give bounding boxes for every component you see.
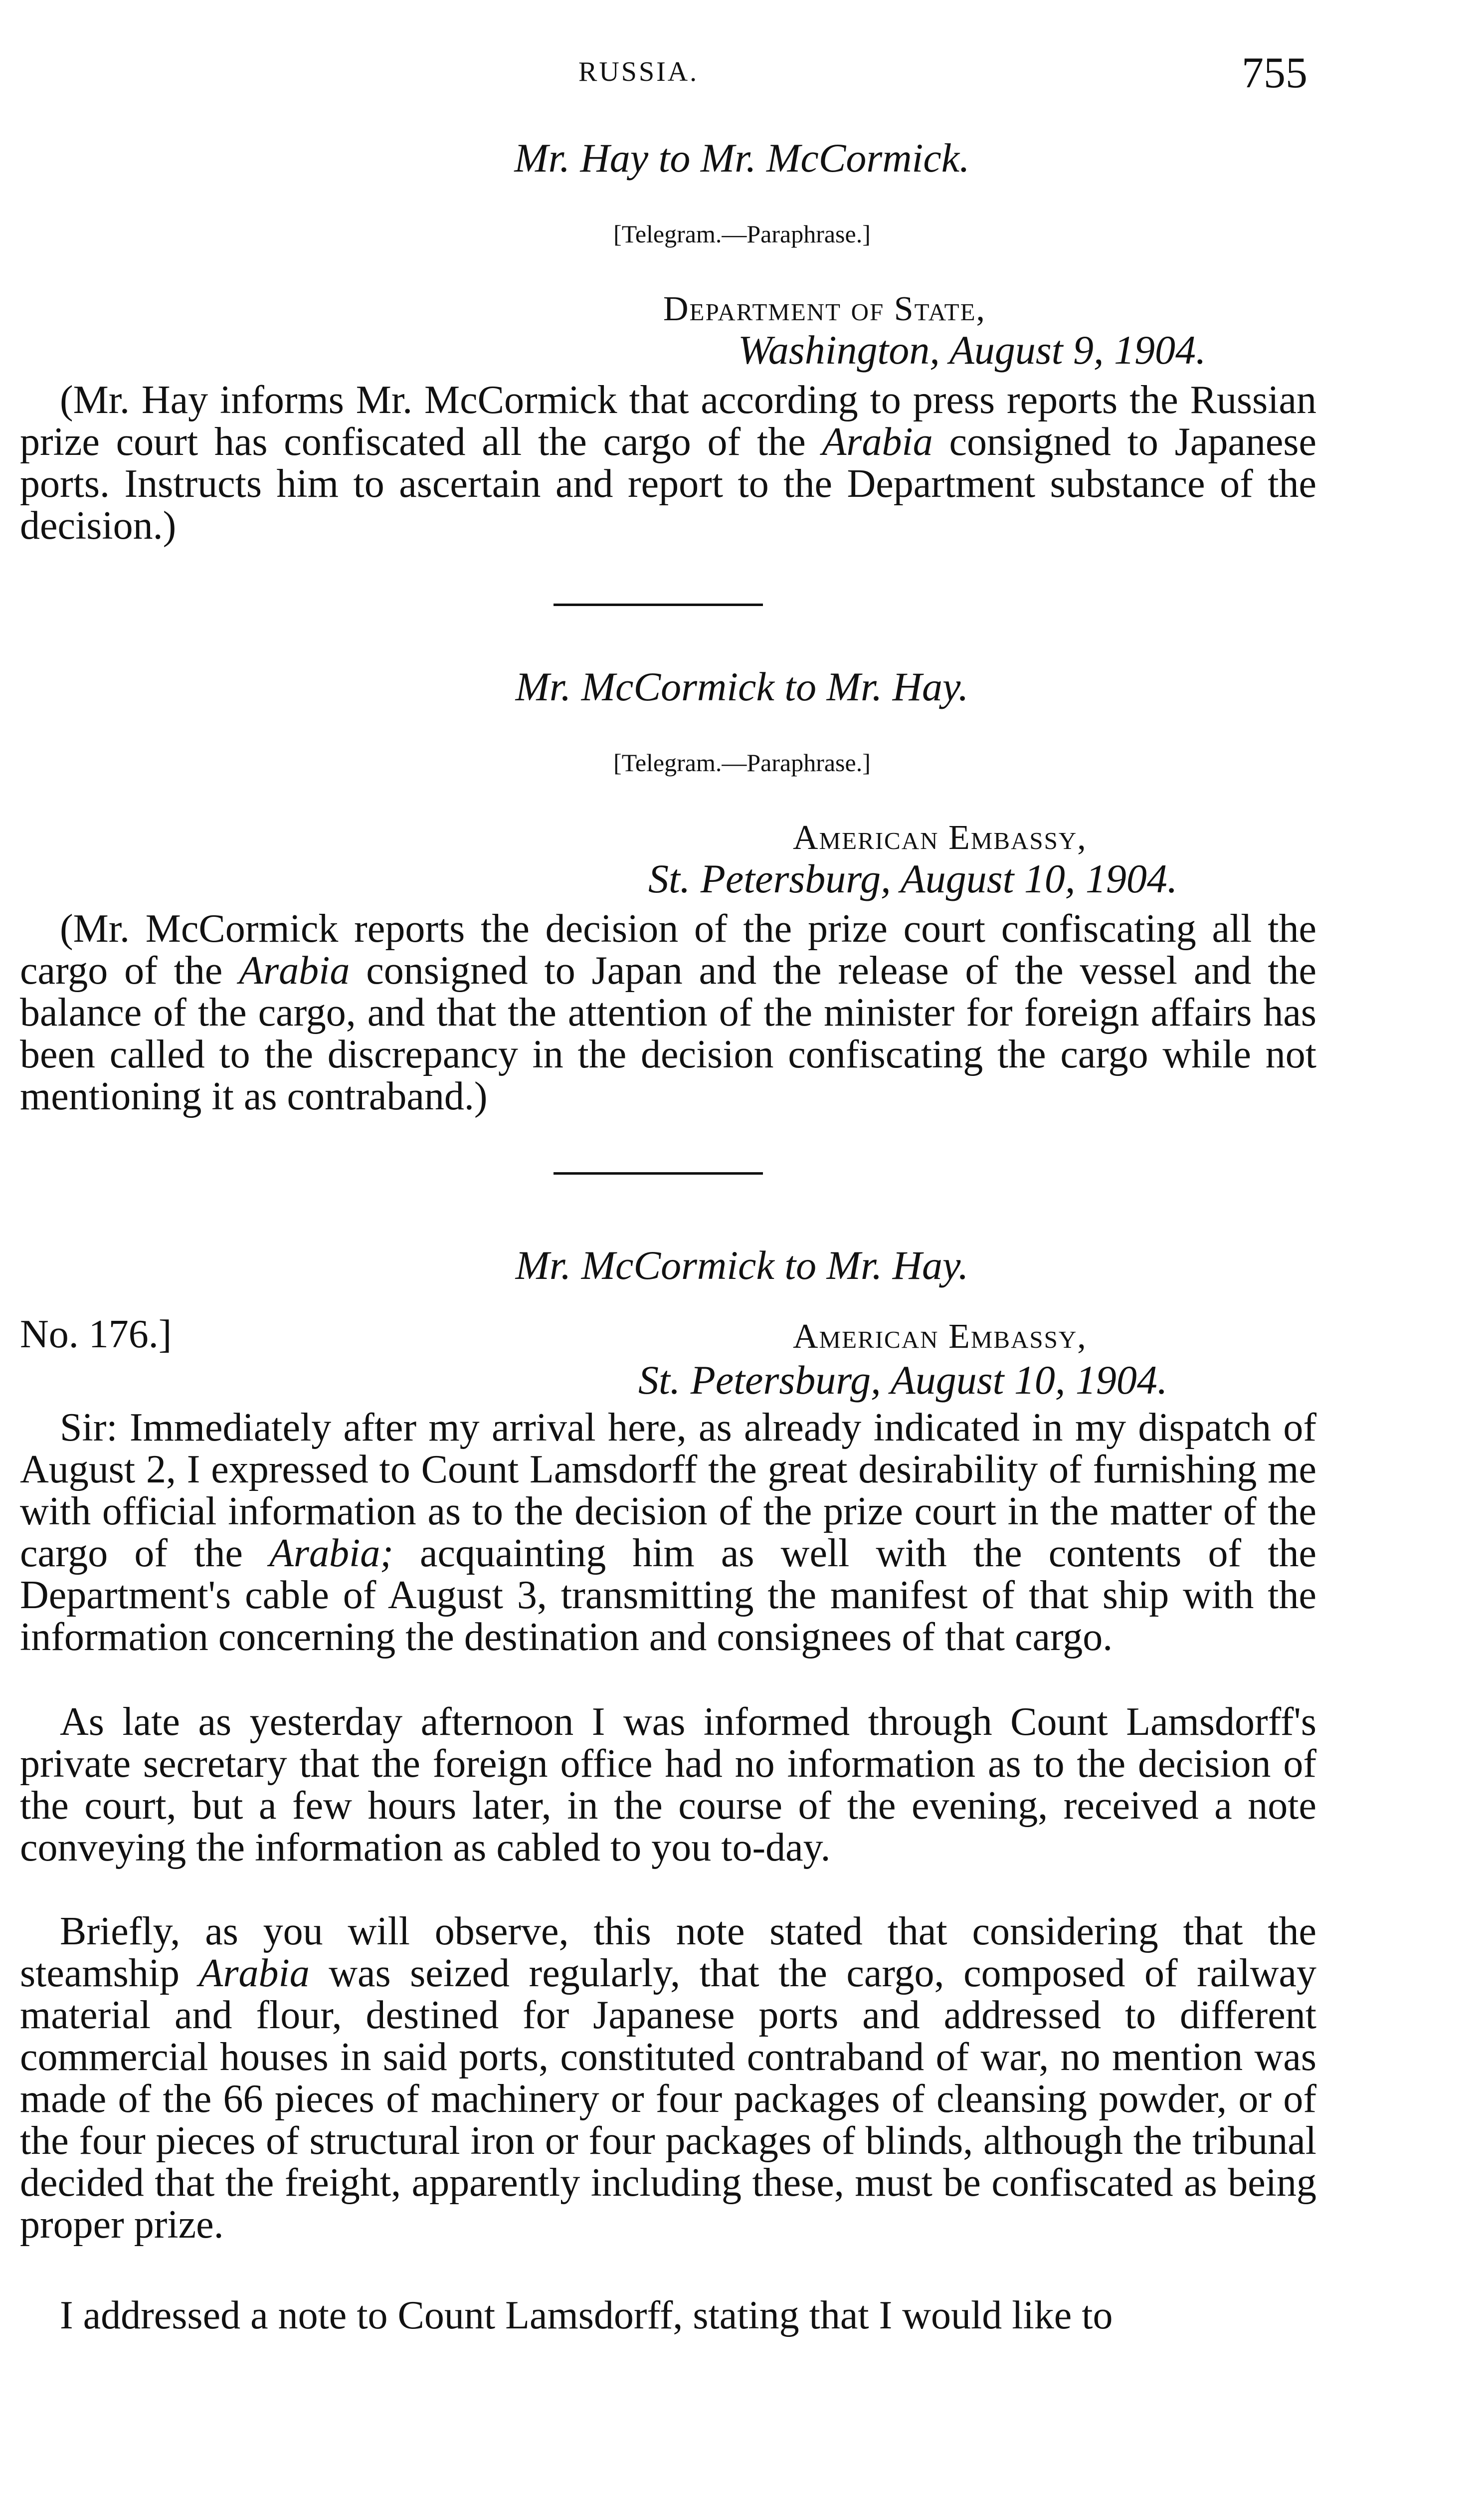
doc3-number: No. 176.] [20,1312,172,1356]
doc3-p3-a: Briefly, as you will observe, this note stated that considering that the steamship [20,1909,1316,1995]
doc2-note: [Telegram.—Paraphrase.] [613,749,871,777]
doc2-body [20,908,1316,1117]
doc3-paragraph-4: I addressed a note to Count Lamsdorff, stating that I would like to [60,2293,1113,2337]
doc2-body-b: consigned to Japan and the release of the vessel and the balance of the cargo, and that the attention of the minister for foreign affairs has been called to the discrepancy in the decision confiscating the cargo while not mentioning it as contraband.) [20,949,1316,1118]
doc2-sender: American Embassy, [793,819,1087,857]
doc3-p3-b: was seized regularly, that the cargo, composed of railway material and flour, destined for Japanese ports and addressed to different commercial houses in said ports, constituted contraband of war, no mention was made of the 66 pieces of machinery or four packages of cleansing powder, or of the four pieces of structural iron or four packages of blinds, although the tribunal decided that the freight, apparently including these, must be confiscated as being proper prize. [20,1951,1317,2247]
doc2-body-a: (Mr. McCormick reports the decision of the prize court confiscating all the cargo of the [20,907,1316,993]
doc3-sender: American Embassy, [793,1317,1087,1356]
doc3-p3-ship-name: Arabia [198,1951,310,1995]
doc3-place: St. Petersburg, August 10, 1904. [638,1357,1168,1403]
running-head: RUSSIA. [578,56,699,87]
doc1-sender: Department of State, [663,290,986,328]
doc1-ship-name: Arabia [822,420,933,464]
doc2-place: St. Petersburg, August 10, 1904. [648,856,1178,901]
doc3-p1-ship-name: Arabia; [269,1531,393,1575]
doc2-heading: Mr. McCormick to Mr. Hay. [515,664,969,709]
doc3-heading: Mr. McCormick to Mr. Hay. [515,1243,969,1288]
doc1-place: Washington, August 9, 1904. [738,327,1206,373]
doc3-p1-a: Sir: Immediately after my arrival here, as already indicated in my dispatch of August 2, I expressed to Count Lamsdorff the great desirability of furnishing me with official information as to the decision of the prize court in the matter of the cargo of the [20,1406,1316,1575]
doc1-body [20,379,1316,547]
doc1-heading: Mr. Hay to Mr. McCormick. [514,135,970,181]
doc1-note: [Telegram.—Paraphrase.] [613,220,871,248]
divider-rule [554,1172,763,1175]
page-number: 755 [1242,49,1307,97]
doc3-p1-b: acquainting him as well with the contents of the Department's cable of August 3, transmitting the manifest of that ship with the information concerning the destination and consignees of that cargo. [20,1531,1316,1659]
doc3-paragraph-2: As late as yesterday afternoon I was informed through Count Lamsdorff's private secretary that the foreign office had no information as to the decision of the court, but a few hours later, in the course of the evening, received a note conveying the information as cabled to you to-day. [20,1700,1316,1870]
doc3-paragraph-1 [20,1407,1316,1658]
doc2-ship-name: Arabia [239,949,350,993]
doc3-paragraph-3 [20,1910,1316,2246]
doc1-body-b: consigned to Japanese ports. Instructs him to ascertain and report to the Department substance of the decision.) [20,420,1317,548]
doc1-body-a: (Mr. Hay informs Mr. McCormick that according to press reports the Russian prize court has confiscated all the cargo of the [20,378,1316,464]
divider-rule [554,604,763,606]
